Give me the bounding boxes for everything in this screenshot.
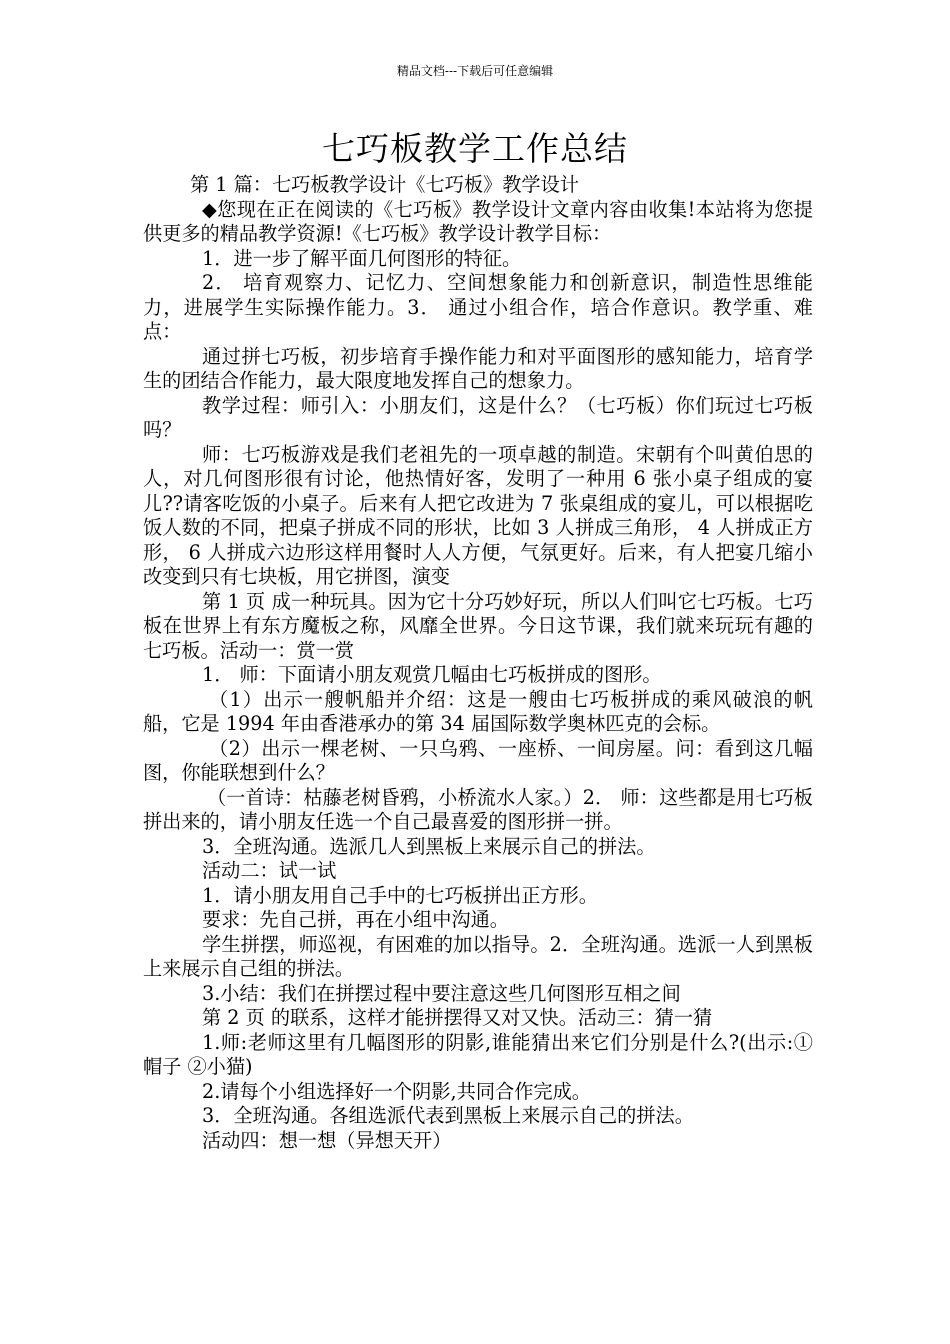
paragraph: 活动二：试一试 (202, 859, 337, 882)
paragraph: 1.师:老师这里有几幅图形的阴影,谁能猜出来它们分别是什么?(出示:① 帽子 ②小猫) (143, 1030, 813, 1078)
paragraph: 活动四：想一想（异想天开） (202, 1128, 452, 1152)
paragraph: 1．请小朋友用自己手中的七巧板拼出正方形。 (202, 883, 598, 907)
paragraph: 学生拼摆，师巡视，有困难的加以指导。2．全班沟通。选派一人到黑板上来展示自己组的拼法。 (143, 932, 813, 980)
paragraph: （一首诗：枯藤老树昏鸦，小桥流水人家。）2． 师：这些都是用七巧板拼出来的，请小朋友任选一个自己最喜爱的图形拼一拼。 (143, 785, 813, 833)
document-body (143, 173, 813, 1153)
paragraph: 1．进一步了解平面几何图形的特征。 (202, 246, 522, 270)
paragraph: 通过拼七巧板，初步培育手操作能力和对平面图形的感知能力，培育学生的团结合作能力，最大限度地发挥自己的想象力。 (143, 344, 813, 392)
paragraph: 3．全班沟通。选派几人到黑板上来展示自己的拼法。 (202, 834, 656, 858)
paragraph: 第 1 篇：七巧板教学设计《七巧板》教学设计 (190, 173, 579, 196)
paragraph: 1． 师：下面请小朋友观赏几幅由七巧板拼成的图形。 (202, 663, 662, 686)
paragraph: （2）出示一棵老树、一只乌鸦、一座桥、一间房屋。问：看到这几幅图，你能联想到什么？ (143, 736, 813, 784)
paragraph: 3.小结：我们在拼摆过程中要注意这些几何图形互相之间 (202, 981, 681, 1005)
paragraph: 3．全班沟通。各组选派代表到黑板上来展示自己的拼法。 (202, 1104, 694, 1127)
paragraph: 第 1 页 成一种玩具。因为它十分巧妙好玩，所以人们叫它七巧板。七巧板在世界上有东方魔板之称，风靡全世界。今日这节课，我们就来玩玩有趣的七巧板。活动一：赏一赏 (143, 589, 813, 662)
paragraph: 2． 培育观察力、记忆力、空间想象能力和创新意识，制造性思维能力，进展学生实际操作能力。3． 通过小组合作，培合作意识。教学重、难点： (143, 271, 813, 343)
paragraph: 2.请每个小组选择好一个阴影,共同合作完成。 (202, 1079, 591, 1103)
paragraph: 教学过程：师引入：小朋友们，这是什么？（七巧板）你们玩过七巧板吗？ (143, 393, 813, 441)
paragraph: 要求：先自己拼，再在小组中沟通。 (202, 908, 509, 931)
paragraph: 师：七巧板游戏是我们老祖先的一项卓越的制造。宋朝有个叫黄伯思的人，对几何图形很有讨论，他热情好客，发明了一种用 6 张小桌子组成的宴儿??请客吃饭的小桌子。后来有人把它改进为 7 张桌组成的宴儿，可以根据吃饭人数的不同，把桌子拼成不同的形状，比如 3 人拼成三角形， 4 人拼成正方形， 6 人拼成六边形这样用餐时人人方便，气氛更好。后来，有人把宴几缩小改变到只有七块板，用它拼图，演变 (143, 442, 813, 588)
paragraph: （1）出示一艘帆船并介绍：这是一艘由七巧板拼成的乘风破浪的帆船，它是 1994 年由香港承办的第 34 届国际数学奥林匹克的会标。 (143, 687, 813, 735)
document-title: 七巧板教学工作总结 (322, 129, 628, 168)
page-header: 精品文档---下载后可任意编辑 (396, 64, 554, 78)
paragraph: ◆您现在正在阅读的《七巧板》教学设计文章内容由收集!本站将为您提供更多的精品教学资源!《七巧板》教学设计教学目标： (143, 197, 813, 245)
paragraph: 第 2 页 的联系，这样才能拼摆得又对又快。活动三：猜一猜 (202, 1006, 713, 1029)
